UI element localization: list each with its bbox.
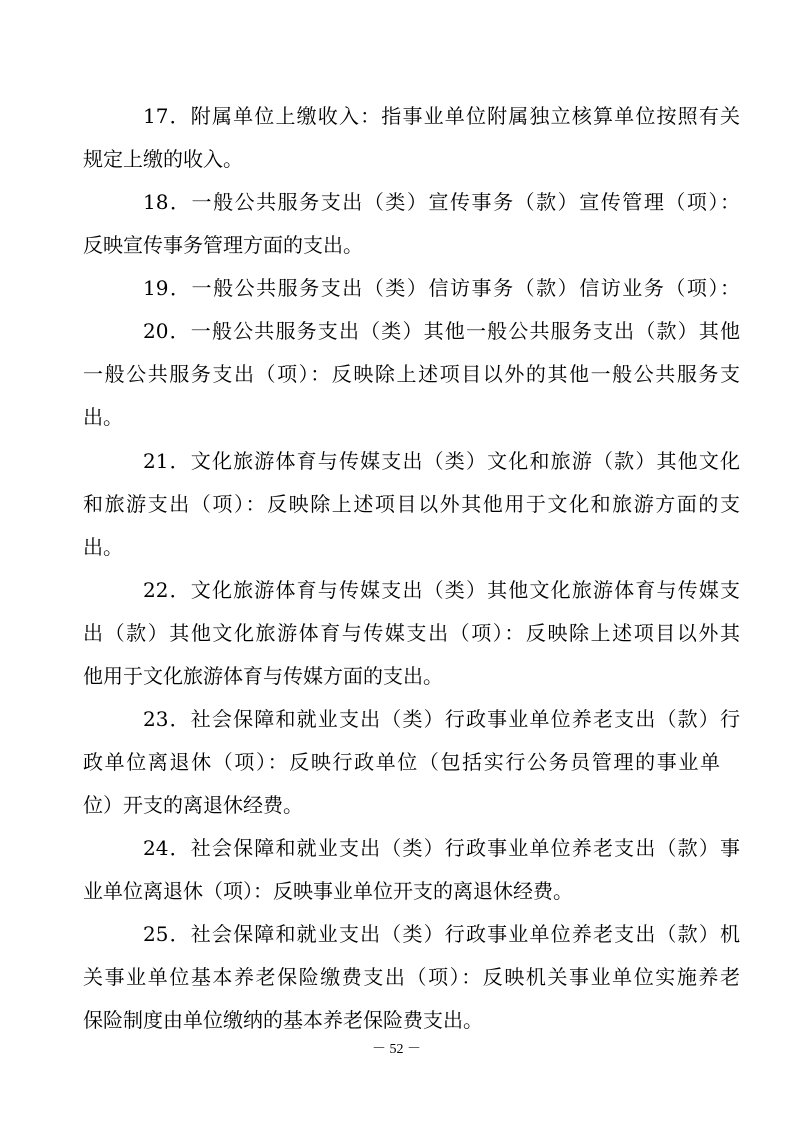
paragraph-20-line-2: 一般公共服务支出（项）：反映除上述项目以外的其他一般公共服务支 <box>83 362 740 386</box>
paragraph-21-line-3: 出。 <box>83 535 123 559</box>
paragraph-17-line-1: 17．附属单位上缴收入：指事业单位附属独立核算单位按照有关 <box>143 104 740 128</box>
paragraph-22-line-1: 22．文化旅游体育与传媒支出（类）其他文化旅游体育与传媒支 <box>143 578 740 602</box>
page-number: － 52 － <box>372 1042 421 1057</box>
paragraph-21-line-2: 和旅游支出（项）：反映除上述项目以外其他用于文化和旅游方面的支 <box>83 492 740 516</box>
paragraph-19-line-1: 19．一般公共服务支出（类）信访事务（款）信访业务（项）： <box>143 276 740 300</box>
paragraph-24-line-1: 24．社会保障和就业支出（类）行政事业单位养老支出（款）事 <box>143 836 740 860</box>
paragraph-22-line-2: 出（款）其他文化旅游体育与传媒支出（项）：反映除上述项目以外其 <box>83 621 740 645</box>
paragraph-18-line-1: 18．一般公共服务支出（类）宣传事务（款）宣传管理（项）： <box>143 190 740 214</box>
paragraph-22-line-3: 他用于文化旅游体育与传媒方面的支出。 <box>83 664 443 688</box>
paragraph-20-line-1: 20．一般公共服务支出（类）其他一般公共服务支出（款）其他 <box>143 319 740 343</box>
paragraph-23-line-1: 23．社会保障和就业支出（类）行政事业单位养老支出（款）行 <box>143 707 740 731</box>
paragraph-18-line-2: 反映宣传事务管理方面的支出。 <box>83 233 363 257</box>
paragraph-25-line-2: 关事业单位基本养老保险缴费支出（项）：反映机关事业单位实施养老 <box>83 965 740 989</box>
paragraph-20-line-3: 出。 <box>83 405 123 429</box>
paragraph-25-line-1: 25．社会保障和就业支出（类）行政事业单位养老支出（款）机 <box>143 922 740 946</box>
paragraph-25-line-3: 保险制度由单位缴纳的基本养老保险费支出。 <box>83 1008 483 1032</box>
paragraph-24-line-2: 业单位离退休（项）：反映事业单位开支的离退休经费。 <box>83 879 573 903</box>
paragraph-23-line-3: 位）开支的离退休经费。 <box>83 793 303 817</box>
paragraph-17-line-2: 规定上缴的收入。 <box>83 147 243 171</box>
paragraph-23-line-2: 政单位离退休（项）：反映行政单位（包括实行公务员管理的事业单 <box>83 750 720 774</box>
paragraph-21-line-1: 21．文化旅游体育与传媒支出（类）文化和旅游（款）其他文化 <box>143 449 740 473</box>
